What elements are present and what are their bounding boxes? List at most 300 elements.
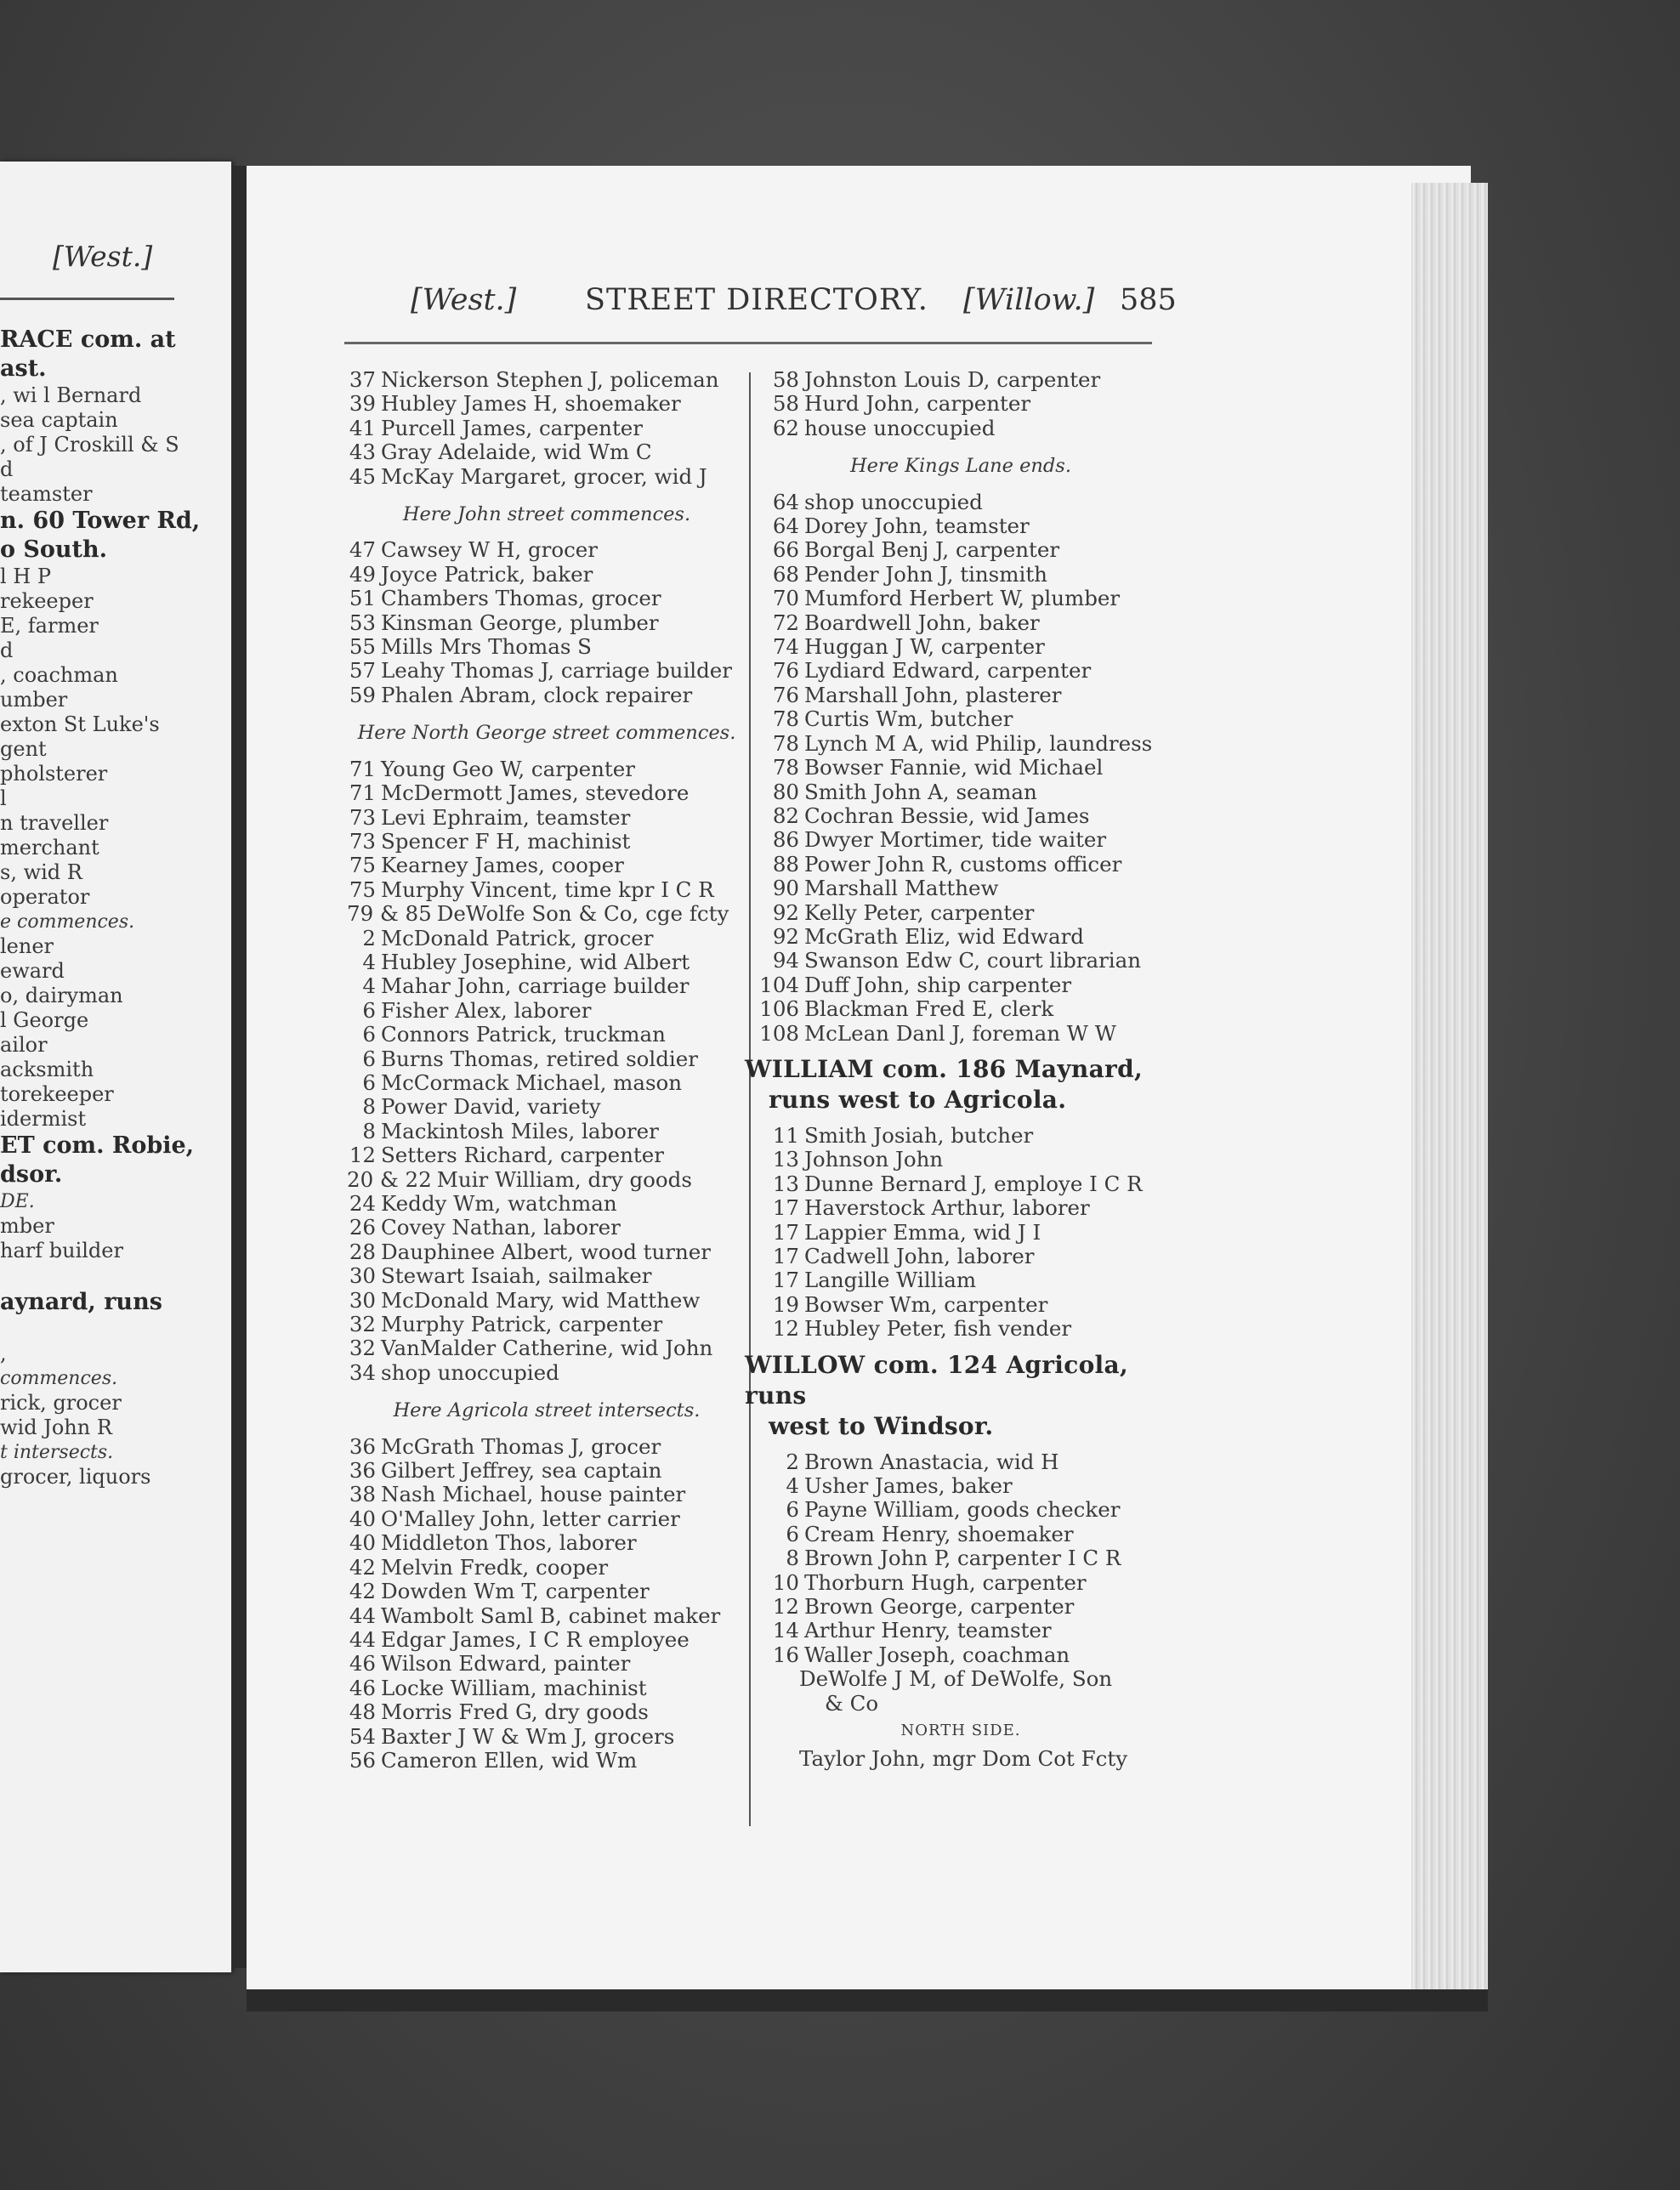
resident-name: Kelly Peter, carpenter — [804, 899, 1035, 925]
left-page-line: operator — [0, 885, 90, 909]
directory-entry — [757, 538, 1165, 562]
house-number: 71 — [349, 780, 376, 806]
resident-name: McDonald Patrick, grocer — [381, 925, 654, 950]
directory-entry — [347, 684, 746, 707]
resident-name: Power John R, customs officer — [804, 851, 1122, 877]
house-number: 26 — [349, 1215, 376, 1240]
resident-name: Mills Mrs Thomas S — [381, 634, 592, 660]
directory-entry — [347, 854, 746, 877]
left-page-line: s, wid R — [0, 860, 82, 884]
resident-name: Keddy Wm, watchman — [381, 1191, 617, 1216]
directory-entry — [757, 853, 1165, 877]
directory-entry — [757, 611, 1165, 635]
resident-name: Hubley James H, shoemaker — [381, 391, 681, 417]
directory-entry — [347, 950, 746, 974]
directory-entry — [757, 491, 1165, 514]
resident-name: Nash Michael, house painter — [381, 1482, 686, 1507]
resident-name: Dauphinee Albert, wood turner — [381, 1239, 712, 1264]
house-number: 74 — [772, 634, 799, 660]
directory-entry — [347, 1652, 746, 1676]
resident-name: Curtis Wm, butcher — [804, 706, 1013, 732]
page-header — [411, 283, 1176, 326]
house-number: 92 — [772, 899, 799, 925]
directory-entry — [347, 1604, 746, 1628]
house-number: 6 — [362, 1046, 376, 1071]
entry-continuation: & Co — [825, 1690, 879, 1716]
house-number: 44 — [349, 1626, 376, 1652]
house-number: 11 — [772, 1122, 799, 1148]
cross-street-note: Here Kings Lane ends. — [850, 455, 1071, 478]
resident-name: Edgar James, I C R employee — [381, 1626, 690, 1652]
house-number: 108 — [759, 1020, 799, 1046]
house-number: 46 — [349, 1675, 376, 1700]
house-number: 76 — [772, 658, 799, 684]
left-page-line: grocer, liquors — [0, 1465, 151, 1489]
resident-name: Lynch M A, wid Philip, laundress — [804, 730, 1153, 756]
resident-name: Phalen Abram, clock repairer — [381, 682, 693, 707]
house-number: 45 — [349, 463, 376, 489]
left-page-line: , coachman — [0, 663, 118, 687]
directory-entry — [347, 659, 746, 683]
cross-street-note: Here John street commences. — [402, 503, 691, 526]
resident-name: Thorburn Hugh, carpenter — [804, 1569, 1087, 1595]
resident-name: Hurd John, carpenter — [804, 391, 1031, 417]
resident-name: shop unoccupied — [381, 1359, 559, 1385]
house-number: 4 — [786, 1473, 799, 1499]
resident-name: Mumford Herbert W, plumber — [804, 586, 1121, 611]
house-number: 88 — [772, 851, 799, 877]
left-page-line: exton St Luke's — [0, 712, 160, 736]
resident-name: Joyce Patrick, baker — [381, 561, 593, 587]
cross-street-note: Here North George street commences. — [357, 722, 736, 745]
resident-name: Swanson Edw C, court librarian — [804, 948, 1142, 973]
directory-entry — [347, 830, 746, 854]
directory-entry — [347, 1264, 746, 1288]
left-page-line: merchant — [0, 836, 99, 860]
left-page-line: ET com. Robie, — [0, 1132, 195, 1159]
directory-entry — [347, 1216, 746, 1240]
resident-name: Marshall Matthew — [804, 876, 999, 901]
house-number: 12 — [772, 1594, 799, 1620]
directory-entry — [757, 949, 1165, 973]
directory-entry — [347, 757, 746, 781]
left-page-line: RACE com. at — [0, 326, 176, 353]
resident-name: Murphy Vincent, time kpr I C R — [381, 877, 714, 902]
resident-name: Wilson Edward, painter — [381, 1651, 631, 1677]
house-number: 79 & 85 — [347, 901, 432, 927]
left-page-line: , wi l Bernard — [0, 383, 142, 407]
directory-entry — [347, 781, 746, 805]
directory-entry — [347, 1192, 746, 1216]
house-number: 48 — [349, 1699, 376, 1725]
directory-entry — [757, 514, 1165, 538]
directory-entry — [347, 1700, 746, 1724]
street-heading-subline: runs west to Agricola. — [769, 1085, 1067, 1114]
resident-name: Wambolt Saml B, cabinet maker — [381, 1603, 721, 1628]
resident-name: Covey Nathan, laborer — [381, 1215, 621, 1240]
directory-entry — [757, 804, 1165, 828]
resident-name: Blackman Fred E, clerk — [804, 996, 1054, 1022]
house-number: 40 — [349, 1530, 376, 1556]
directory-entry — [347, 1168, 746, 1192]
resident-name: Burns Thomas, retired soldier — [381, 1046, 698, 1071]
resident-name: Stewart Isaiah, sailmaker — [381, 1263, 652, 1289]
resident-name: Dorey John, teamster — [804, 513, 1030, 539]
left-page-rule — [0, 298, 174, 300]
left-page-line: DE. — [0, 1191, 35, 1212]
house-number: 13 — [772, 1171, 799, 1196]
directory-entry — [757, 563, 1165, 587]
house-number: 42 — [349, 1554, 376, 1580]
directory-entry — [347, 1071, 746, 1095]
resident-name: Purcell James, carpenter — [381, 415, 644, 440]
house-number: 6 — [362, 1069, 376, 1095]
left-page-line: , — [0, 1342, 7, 1365]
resident-name: Gray Adelaide, wid Wm C — [381, 440, 652, 465]
house-number: 94 — [772, 948, 799, 973]
directory-entry — [347, 999, 746, 1023]
house-number: 64 — [772, 489, 799, 514]
entry-continuation: DeWolfe J M, of DeWolfe, Son — [799, 1666, 1113, 1692]
resident-name: Fisher Alex, laborer — [381, 997, 592, 1023]
street-heading-subline: west to Windsor. — [769, 1411, 994, 1440]
left-page-line: n. 60 Tower Rd, — [0, 508, 201, 534]
left-page-line: l — [0, 786, 7, 810]
house-number: 44 — [349, 1603, 376, 1628]
street-heading-line: WILLIAM com. 186 Maynard, — [745, 1054, 1144, 1083]
house-number: 34 — [349, 1359, 376, 1385]
left-page-line: rick, grocer — [0, 1391, 122, 1415]
house-number: 14 — [772, 1618, 799, 1643]
house-number: 28 — [349, 1239, 376, 1264]
resident-name: Huggan J W, carpenter — [804, 634, 1045, 660]
resident-name: Pender John J, tinsmith — [804, 561, 1047, 587]
resident-name: Bowser Wm, carpenter — [804, 1291, 1048, 1317]
resident-name: Connors Patrick, truckman — [381, 1022, 666, 1047]
resident-name: Langille William — [804, 1268, 977, 1293]
resident-name: McDermott James, stevedore — [381, 780, 690, 806]
directory-entry — [757, 973, 1165, 997]
left-page-line: harf builder — [0, 1239, 123, 1262]
resident-name: VanMalder Catherine, wid John — [381, 1336, 713, 1361]
left-page-line: idermist — [0, 1107, 87, 1131]
directory-entry — [757, 780, 1165, 804]
directory-entry — [757, 1317, 1165, 1341]
directory-entry — [757, 1595, 1165, 1619]
directory-entry — [347, 1435, 746, 1459]
house-number: 6 — [786, 1521, 799, 1546]
house-number: 66 — [772, 537, 799, 563]
left-page-line: d — [0, 638, 14, 662]
directory-entry — [347, 465, 746, 489]
page-edges — [1411, 183, 1488, 1994]
street-heading — [745, 1350, 1165, 1442]
directory-entry — [757, 1022, 1165, 1046]
house-number: 46 — [349, 1651, 376, 1677]
resident-name: Payne William, goods checker — [804, 1497, 1121, 1523]
directory-entry — [347, 1336, 746, 1360]
house-number: 47 — [349, 537, 376, 563]
directory-entry: Taylor John, mgr Dom Cot Fcty — [799, 1745, 1128, 1771]
house-number: 57 — [349, 658, 376, 684]
house-number: 37 — [349, 367, 376, 392]
directory-entry — [757, 1124, 1165, 1148]
house-number: 42 — [349, 1579, 376, 1604]
resident-name: Borgal Benj J, carpenter — [804, 537, 1060, 563]
resident-name: Brown Anastacia, wid H — [804, 1449, 1059, 1474]
left-page-line: o, dairyman — [0, 984, 123, 1007]
resident-name: Hubley Peter, fish vender — [804, 1316, 1072, 1342]
resident-name: Gilbert Jeffrey, sea captain — [381, 1458, 662, 1484]
resident-name: Dwyer Mortimer, tide waiter — [804, 827, 1107, 853]
directory-entry — [757, 1546, 1165, 1570]
resident-name: DeWolfe Son & Co, cge fcty — [436, 901, 729, 927]
resident-name: Kinsman George, plumber — [381, 610, 659, 635]
left-page-line: E, farmer — [0, 614, 99, 638]
left-page-line: e commences. — [0, 911, 135, 933]
side-label: NORTH SIDE. — [900, 1722, 1021, 1740]
house-number: 58 — [772, 391, 799, 417]
house-number: 68 — [772, 561, 799, 587]
house-number: 36 — [349, 1433, 376, 1459]
house-number: 4 — [362, 973, 376, 999]
house-number: 20 & 22 — [347, 1166, 432, 1192]
house-number: 62 — [772, 415, 799, 440]
directory-entry — [757, 756, 1165, 780]
house-number: 10 — [772, 1569, 799, 1595]
house-number: 2 — [362, 925, 376, 950]
house-number: 58 — [772, 367, 799, 392]
resident-name: house unoccupied — [804, 415, 996, 440]
directory-entry — [347, 1120, 746, 1143]
left-page-line: eward — [0, 959, 65, 983]
house-number: 4 — [362, 949, 376, 974]
directory-entry — [757, 1619, 1165, 1642]
house-number: 55 — [349, 634, 376, 660]
directory-entry — [757, 1221, 1165, 1245]
house-number: 17 — [772, 1219, 799, 1245]
directory-entry — [757, 417, 1165, 440]
house-number: 76 — [772, 682, 799, 707]
directory-entry — [347, 1725, 746, 1749]
book-bottom-shadow — [247, 1989, 1488, 2011]
directory-entry — [757, 707, 1165, 731]
left-page-line — [0, 1263, 231, 1288]
directory-column-right — [745, 367, 1165, 1771]
directory-entry — [347, 440, 746, 464]
directory-entry — [347, 1361, 746, 1385]
directory-entry — [347, 1580, 746, 1603]
directory-entry — [347, 1240, 746, 1264]
resident-name: Muir William, dry goods — [436, 1166, 692, 1192]
directory-entry — [347, 1143, 746, 1167]
left-page-line: umber — [0, 688, 68, 712]
house-number: 8 — [362, 1118, 376, 1143]
directory-entry — [757, 925, 1165, 949]
directory-entry — [757, 1450, 1165, 1474]
resident-name: Cameron Ellen, wid Wm — [381, 1747, 638, 1773]
left-page-line: sea captain — [0, 408, 118, 432]
cross-street-note: Here Agricola street intersects. — [393, 1399, 701, 1422]
resident-name: Young Geo W, carpenter — [381, 756, 635, 781]
house-number: 86 — [772, 827, 799, 853]
directory-entry — [347, 368, 746, 392]
directory-entry — [757, 1245, 1165, 1268]
house-number: 78 — [772, 730, 799, 756]
house-number: 19 — [772, 1291, 799, 1317]
left-page-partial — [0, 162, 231, 1972]
directory-column-left — [347, 368, 746, 1773]
resident-name: Haverstock Arthur, laborer — [804, 1195, 1090, 1221]
resident-name: McCormack Michael, mason — [381, 1069, 683, 1095]
resident-name: Chambers Thomas, grocer — [381, 586, 661, 611]
house-number: 90 — [772, 876, 799, 901]
resident-name: Usher James, baker — [804, 1473, 1013, 1499]
house-number: 24 — [349, 1191, 376, 1216]
house-number: 82 — [772, 803, 799, 828]
directory-entry — [347, 1749, 746, 1773]
house-number: 71 — [349, 756, 376, 781]
resident-name: McDonald Mary, wid Matthew — [381, 1287, 701, 1313]
directory-entry — [347, 1483, 746, 1506]
resident-name: Boardwell John, baker — [804, 610, 1040, 635]
directory-entry — [757, 392, 1165, 416]
house-number: 70 — [772, 586, 799, 611]
book-gutter — [231, 166, 247, 1968]
house-number: 56 — [349, 1747, 376, 1773]
left-page-line: ast. — [0, 355, 47, 382]
resident-name: Murphy Patrick, carpenter — [381, 1312, 663, 1337]
resident-name: McKay Margaret, grocer, wid J — [381, 463, 707, 489]
resident-name: Power David, variety — [381, 1094, 601, 1120]
directory-entry — [757, 901, 1165, 925]
left-page-header: [West.] — [53, 240, 153, 273]
resident-name: Dowden Wm T, carpenter — [381, 1579, 650, 1604]
directory-entry — [347, 1289, 746, 1313]
house-number: 32 — [349, 1312, 376, 1337]
directory-entry — [347, 1023, 746, 1047]
house-number: 16 — [772, 1642, 799, 1667]
directory-entry — [757, 684, 1165, 707]
resident-name: Hubley Josephine, wid Albert — [381, 949, 690, 974]
directory-entry — [347, 927, 746, 950]
left-page-lines — [0, 326, 231, 1489]
resident-name: Morris Fred G, dry goods — [381, 1699, 649, 1725]
resident-name: Lappier Emma, wid J I — [804, 1219, 1041, 1245]
house-number: 39 — [349, 391, 376, 417]
house-number: 41 — [349, 415, 376, 440]
house-number: 8 — [362, 1094, 376, 1120]
header-right-section: [Willow.] — [963, 283, 1095, 317]
left-page-line — [0, 1317, 231, 1342]
left-page-line: rekeeper — [0, 589, 94, 613]
house-number: 80 — [772, 779, 799, 804]
directory-entry — [757, 368, 1165, 392]
resident-name: Cawsey W H, grocer — [381, 537, 599, 563]
page-title: STREET DIRECTORY. — [585, 283, 928, 317]
house-number: 17 — [772, 1268, 799, 1293]
house-number: 30 — [349, 1287, 376, 1313]
directory-entry — [347, 878, 746, 902]
left-page-line: d — [0, 457, 14, 481]
house-number: 73 — [349, 804, 376, 830]
left-page-line: commences. — [0, 1368, 118, 1389]
house-number: 30 — [349, 1263, 376, 1289]
resident-name: Kearney James, cooper — [381, 853, 624, 878]
resident-name: Smith Josiah, butcher — [804, 1122, 1034, 1148]
house-number: 64 — [772, 513, 799, 539]
house-number: 8 — [786, 1546, 799, 1571]
left-page-line: wid John R — [0, 1416, 112, 1439]
directory-entry — [757, 1643, 1165, 1667]
directory-entry — [757, 659, 1165, 683]
resident-name: Duff John, ship carpenter — [804, 972, 1072, 997]
resident-name: Cream Henry, shoemaker — [804, 1521, 1074, 1546]
resident-name: Brown George, carpenter — [804, 1594, 1075, 1620]
directory-entry — [757, 1498, 1165, 1522]
house-number: 2 — [786, 1449, 799, 1474]
resident-name: Spencer F H, machinist — [381, 828, 631, 854]
left-page-line: t intersects. — [0, 1442, 114, 1463]
resident-name: Johnson John — [804, 1147, 944, 1172]
directory-entry — [347, 392, 746, 416]
directory-entry — [757, 877, 1165, 900]
house-number: 38 — [349, 1482, 376, 1507]
directory-entry — [347, 1531, 746, 1555]
directory-entry — [757, 997, 1165, 1021]
house-number: 53 — [349, 610, 376, 635]
house-number: 92 — [772, 923, 799, 949]
resident-name: Setters Richard, carpenter — [381, 1143, 664, 1168]
resident-name: McGrath Eliz, wid Edward — [804, 923, 1084, 949]
house-number: 75 — [349, 853, 376, 878]
directory-entry — [757, 1196, 1165, 1220]
resident-name: Cadwell John, laborer — [804, 1244, 1035, 1268]
house-number: 72 — [772, 610, 799, 635]
house-number: 59 — [349, 682, 376, 707]
resident-name: Melvin Fredk, cooper — [381, 1554, 609, 1580]
house-number: 13 — [772, 1147, 799, 1172]
directory-entry — [347, 1677, 746, 1700]
left-page-line: lener — [0, 934, 54, 958]
street-heading — [745, 1054, 1165, 1115]
resident-name: Waller Joseph, coachman — [804, 1642, 1070, 1667]
header-rule — [344, 342, 1152, 344]
resident-name: Mackintosh Miles, laborer — [381, 1118, 659, 1143]
left-page-line: pholsterer — [0, 762, 108, 786]
left-page-line: dsor. — [0, 1161, 63, 1188]
street-heading-line: WILLOW com. 124 Agricola, runs — [745, 1350, 1128, 1410]
directory-entry — [347, 974, 746, 998]
house-number: 6 — [362, 1022, 376, 1047]
resident-name: Dunne Bernard J, employe I C R — [804, 1171, 1143, 1196]
directory-entry — [347, 1459, 746, 1483]
left-page-line: l George — [0, 1008, 89, 1032]
house-number: 75 — [349, 877, 376, 902]
house-number: 49 — [349, 561, 376, 587]
directory-entry — [347, 1095, 746, 1119]
resident-name: Lydiard Edward, carpenter — [804, 658, 1092, 684]
directory-entry — [347, 806, 746, 830]
directory-entry — [347, 1507, 746, 1531]
resident-name: Cochran Bessie, wid James — [804, 803, 1090, 828]
directory-entry — [757, 1474, 1165, 1498]
house-number: 12 — [772, 1316, 799, 1342]
resident-name: Locke William, machinist — [381, 1675, 647, 1700]
resident-name: Smith John A, seaman — [804, 779, 1037, 804]
left-page-line: , of J Croskill & S — [0, 433, 179, 457]
directory-entry — [347, 1313, 746, 1336]
